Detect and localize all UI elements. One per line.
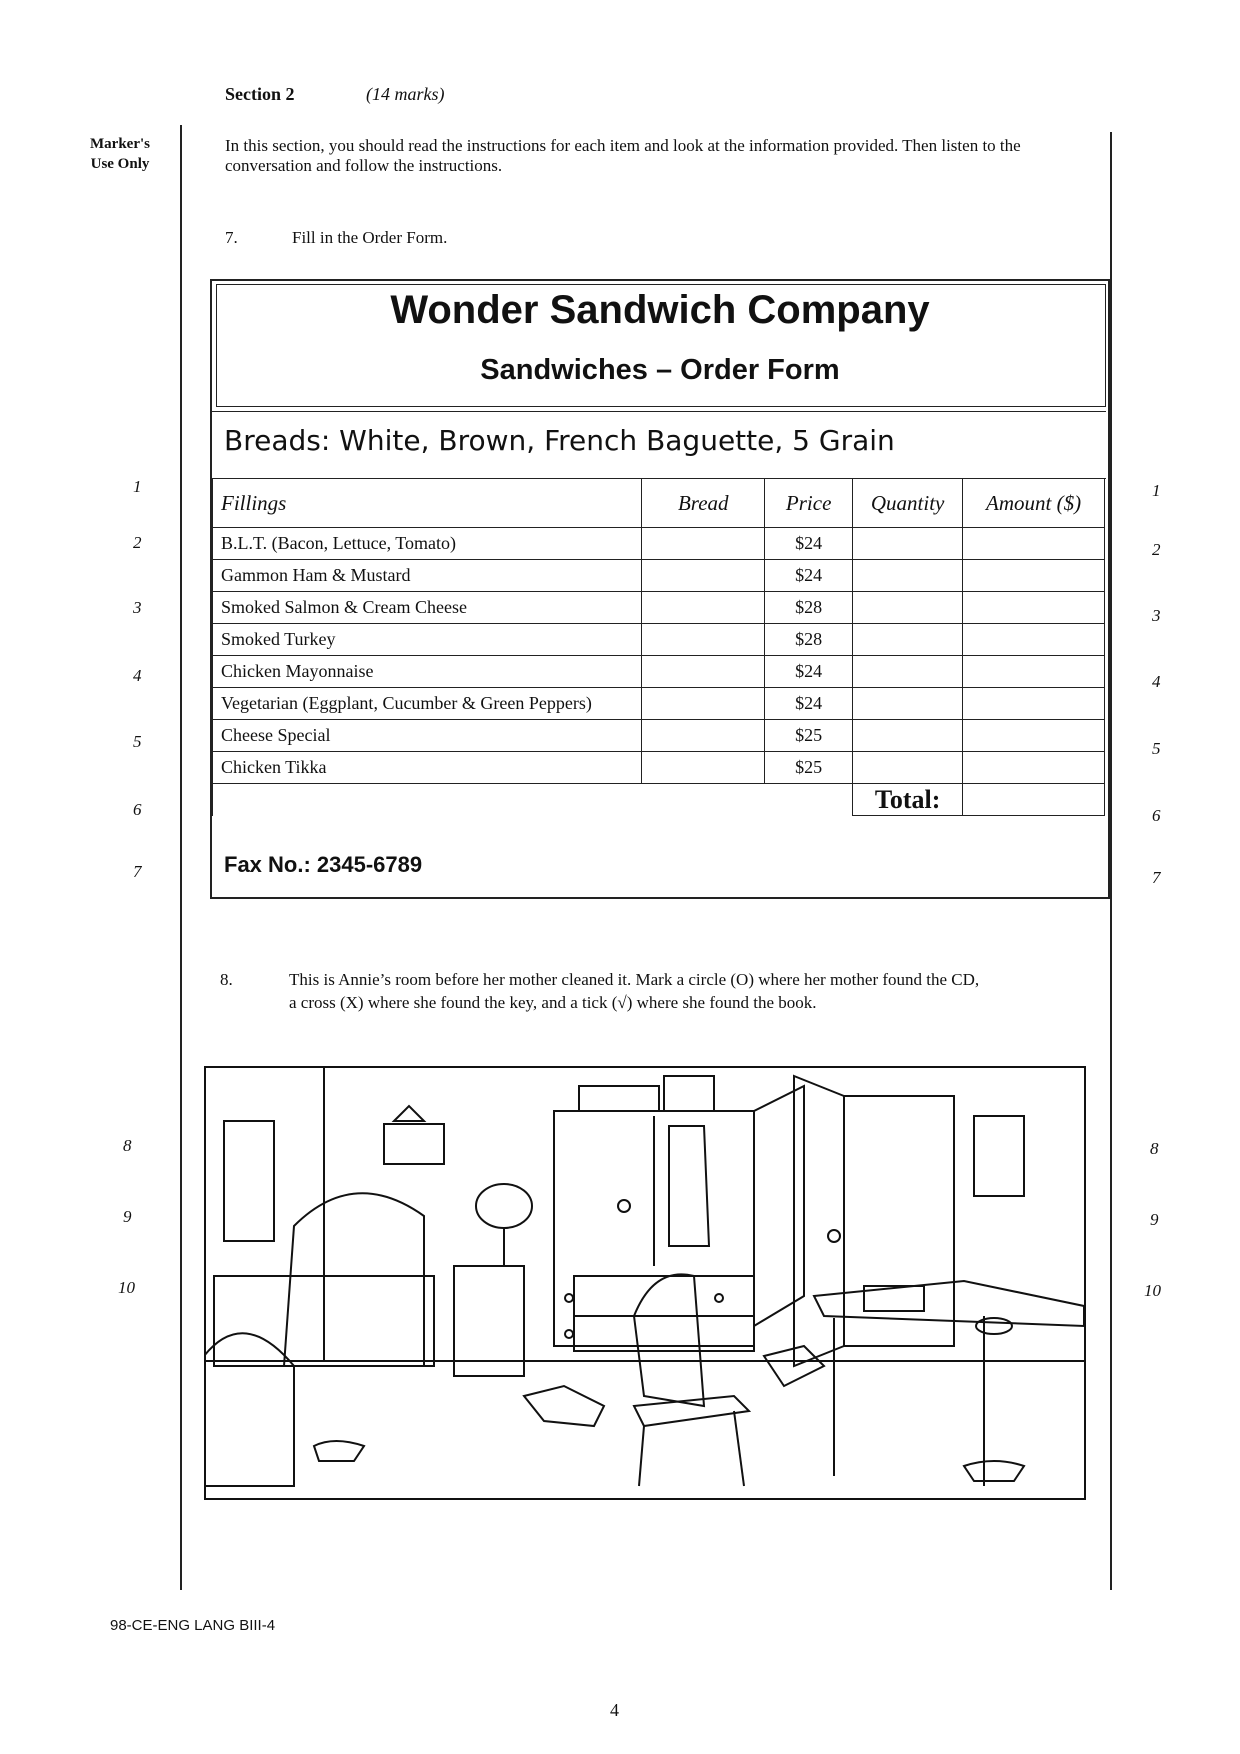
margin-number-left: 10 (118, 1278, 135, 1297)
document-code: 98-CE-ENG LANG BIII-4 (110, 1617, 276, 1634)
bread-cell[interactable] (642, 624, 765, 656)
filling-cell: Cheese Special (213, 720, 642, 752)
bread-cell[interactable] (642, 688, 765, 720)
wall-photo (974, 1116, 1024, 1196)
margin-number-left: 6 (133, 800, 142, 819)
quantity-cell[interactable] (853, 752, 963, 784)
margin-number-left: 2 (133, 533, 142, 552)
filling-cell: Chicken Mayonnaise (213, 656, 642, 688)
table-row (213, 592, 1105, 624)
section-title: Section 2 (225, 84, 295, 104)
bread-cell[interactable] (642, 560, 765, 592)
quantity-cell[interactable] (853, 528, 963, 560)
amount-cell[interactable] (963, 720, 1105, 752)
quantity-cell[interactable] (853, 656, 963, 688)
price-cell: $25 (765, 720, 853, 752)
box-on-wardrobe (579, 1086, 659, 1111)
filling-cell: Chicken Tikka (213, 752, 642, 784)
margin-number-left: 3 (133, 598, 142, 617)
bread-cell[interactable] (642, 592, 765, 624)
room-door (794, 1076, 844, 1366)
section-marks: (14 marks) (366, 84, 445, 104)
cup (976, 1318, 1012, 1334)
slippers (314, 1441, 364, 1461)
question-8-line2: a cross (X) where she found the key, and a tick (√) where she found the book. (289, 993, 817, 1012)
order-table (212, 478, 1105, 816)
page-number: 4 (610, 1700, 619, 1720)
margin-number-right: 6 (1152, 806, 1161, 825)
table-row (213, 688, 1105, 720)
poster (224, 1121, 274, 1241)
margin-number-left: 7 (133, 862, 142, 881)
right-margin-rule (1110, 132, 1112, 1590)
price-cell: $24 (765, 560, 853, 592)
margin-number-left: 5 (133, 732, 142, 751)
question-8-number: 8. (220, 970, 233, 989)
company-name: Wonder Sandwich Company (390, 288, 930, 332)
bed-footboard (204, 1333, 294, 1486)
margin-number-right: 2 (1152, 540, 1161, 559)
breads-list: Breads: White, Brown, French Baguette, 5 Grain (224, 424, 895, 457)
margin-number-left: 8 (123, 1136, 132, 1155)
bread-cell[interactable] (642, 656, 765, 688)
price-cell: $24 (765, 688, 853, 720)
wall-picture (384, 1124, 444, 1164)
table-row (213, 752, 1105, 784)
table-row (213, 720, 1105, 752)
table-row (213, 656, 1105, 688)
table-row (213, 528, 1105, 560)
order-form-title: Sandwiches – Order Form (480, 354, 840, 386)
margin-number-right: 8 (1150, 1139, 1159, 1158)
amount-cell[interactable] (963, 560, 1105, 592)
margin-number-right: 1 (1152, 481, 1161, 500)
quantity-cell[interactable] (853, 592, 963, 624)
filling-cell: Gammon Ham & Mustard (213, 560, 642, 592)
annies-room-illustration[interactable] (204, 1066, 1086, 1500)
question-7-number: 7. (225, 228, 238, 247)
bread-cell[interactable] (642, 720, 765, 752)
price-cell: $24 (765, 656, 853, 688)
total-row (213, 784, 1105, 816)
fax-number: Fax No.: 2345-6789 (224, 852, 423, 877)
header-amount: Amount ($) (963, 479, 1105, 528)
quantity-cell[interactable] (853, 720, 963, 752)
header-price: Price (765, 479, 853, 528)
amount-cell[interactable] (963, 624, 1105, 656)
filling-cell: Smoked Turkey (213, 624, 642, 656)
bedside-table (454, 1266, 524, 1376)
bread-cell[interactable] (642, 752, 765, 784)
margin-number-right: 9 (1150, 1210, 1159, 1229)
wardrobe-door (754, 1086, 804, 1326)
quantity-cell[interactable] (853, 688, 963, 720)
quantity-cell[interactable] (853, 560, 963, 592)
total-label: Total: (853, 784, 963, 816)
header-bread: Bread (642, 479, 765, 528)
amount-cell[interactable] (963, 688, 1105, 720)
margin-number-right: 7 (1152, 868, 1161, 887)
margin-number-right: 5 (1152, 739, 1161, 758)
margin-number-left: 4 (133, 666, 142, 685)
shoes (964, 1461, 1024, 1481)
price-cell: $28 (765, 592, 853, 624)
desk-top (814, 1281, 1084, 1326)
chair-back (634, 1274, 704, 1406)
amount-cell[interactable] (963, 592, 1105, 624)
clothes-on-floor (524, 1386, 604, 1426)
marker-use-label: Marker's Use Only (90, 136, 150, 172)
margin-number-left: 9 (123, 1207, 132, 1226)
filling-cell: Smoked Salmon & Cream Cheese (213, 592, 642, 624)
section-instructions: In this section, you should read the instructions for each item and look at the information provided. Then listen to the conversation and follow the instructions. (225, 136, 1021, 175)
price-cell: $28 (765, 624, 853, 656)
table-row (213, 624, 1105, 656)
coat (669, 1126, 709, 1246)
table-row (213, 560, 1105, 592)
margin-number-right: 4 (1152, 672, 1161, 691)
question-7-text: Fill in the Order Form. (292, 228, 448, 247)
bed-headboard (284, 1193, 424, 1366)
amount-cell[interactable] (963, 752, 1105, 784)
chair-seat (634, 1396, 749, 1426)
margin-number-right: 10 (1144, 1281, 1161, 1300)
filling-cell: Vegetarian (Eggplant, Cucumber & Green Peppers) (213, 688, 642, 720)
price-cell: $24 (765, 528, 853, 560)
header-fillings: Fillings (213, 479, 642, 528)
total-amount-cell[interactable] (963, 784, 1105, 816)
margin-number-left: 1 (133, 477, 142, 496)
header-quantity: Quantity (853, 479, 963, 528)
left-margin-rule (180, 125, 182, 1590)
quantity-cell[interactable] (853, 624, 963, 656)
lamp-shade (476, 1184, 532, 1228)
filling-cell: B.L.T. (Bacon, Lettuce, Tomato) (213, 528, 642, 560)
question-8-line1: This is Annie’s room before her mother cleaned it. Mark a circle (O) where her mother found the CD, (289, 970, 980, 989)
price-cell: $25 (765, 752, 853, 784)
bread-cell[interactable] (642, 528, 765, 560)
margin-number-right: 3 (1152, 606, 1161, 625)
amount-cell[interactable] (963, 656, 1105, 688)
total-spacer (213, 784, 853, 816)
amount-cell[interactable] (963, 528, 1105, 560)
